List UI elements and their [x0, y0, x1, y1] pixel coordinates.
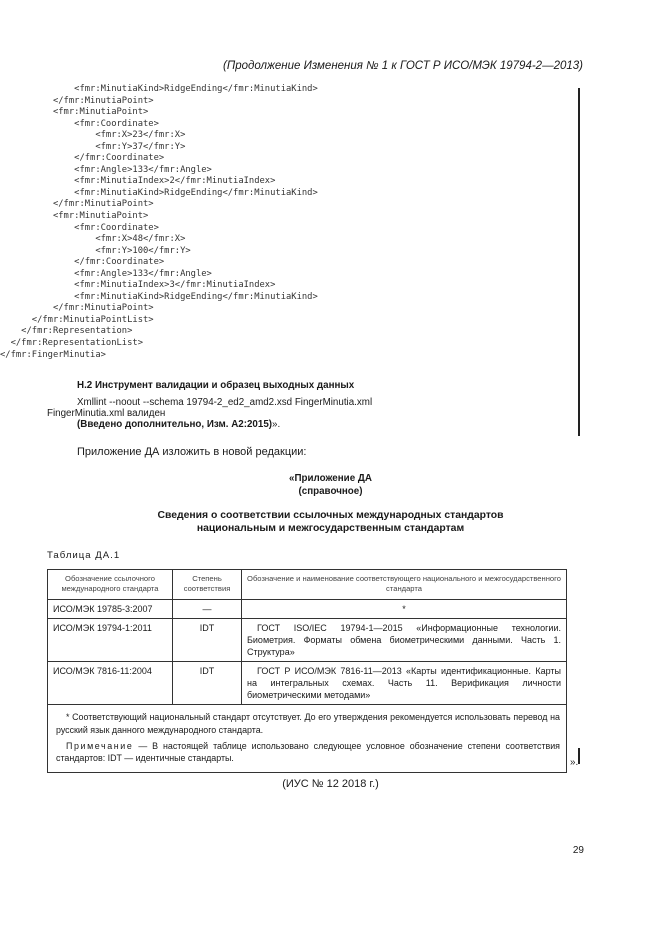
- cell-national: *: [242, 599, 567, 618]
- code-line: </fmr:MinutiaPoint>: [0, 303, 154, 314]
- code-line: </fmr:RepresentationList>: [0, 338, 143, 349]
- appendix-heading-line1: Сведения о соответствии ссылочных международных стандартов: [157, 510, 504, 521]
- code-line: <fmr:MinutiaIndex>3</fmr:MinutiaIndex>: [0, 280, 276, 291]
- cell-standard: ИСО/МЭК 19794-1:2011: [48, 618, 173, 661]
- code-line: <fmr:Angle>133</fmr:Angle>: [0, 164, 212, 175]
- code-line: <fmr:MinutiaKind>RidgeEnding</fmr:MinutiaKind>: [0, 84, 318, 94]
- closing-quote: ».: [570, 757, 579, 768]
- table-label: Таблица ДА.1: [47, 550, 121, 561]
- code-line: <fmr:Y>37</fmr:Y>: [0, 141, 186, 152]
- code-line: </fmr:FingerMinutia>: [0, 349, 106, 360]
- change-bar-closing: [578, 748, 580, 764]
- code-line: </fmr:MinutiaPoint>: [0, 95, 154, 106]
- cell-national: ГОСТ ISO/IEC 19794-1—2015 «Информационные технологии. Биометрия. Форматы обмена биометрическими данными. Часть 1. Структура»: [242, 618, 567, 661]
- code-line: <fmr:Coordinate>: [0, 222, 159, 233]
- validation-result: FingerMinutia.xml валиден: [47, 408, 166, 419]
- cell-national: ГОСТ Р ИСО/МЭК 7816-11—2013 «Карты идентификационные. Карты на интегральных схемах. Часть 11. Верификация личности биометрическими методами»: [242, 662, 567, 705]
- note-text: — В настоящей таблице использовано следующее условное обозначение степени соответствия стандартов: IDT — идентичные стандарты.: [56, 740, 560, 763]
- header-degree: Степень соответствия: [173, 570, 242, 600]
- cell-degree: IDT: [173, 618, 242, 661]
- cell-standard: ИСО/МЭК 19785-3:2007: [48, 599, 173, 618]
- xml-code-listing: [0, 84, 580, 361]
- code-line: </fmr:MinutiaPoint>: [0, 199, 154, 210]
- added-note: [77, 419, 280, 430]
- code-line: </fmr:MinutiaPointList>: [0, 314, 154, 325]
- table-header-row: [48, 570, 567, 600]
- added-note-tail: ».: [272, 419, 281, 430]
- code-line: <fmr:X>23</fmr:X>: [0, 130, 186, 141]
- code-line: <fmr:MinutiaKind>RidgeEnding</fmr:MinutiaKind>: [0, 187, 318, 198]
- page-number: 29: [572, 845, 584, 856]
- code-line: <fmr:MinutiaKind>RidgeEnding</fmr:MinutiaKind>: [0, 291, 318, 302]
- code-line: <fmr:Angle>133</fmr:Angle>: [0, 268, 212, 279]
- header-national-standard: Обозначение и наименование соответствующего национального и межгосударственного стандарта: [242, 570, 567, 600]
- cell-standard: ИСО/МЭК 7816-11:2004: [48, 662, 173, 705]
- correspondence-table: [47, 569, 567, 773]
- cell-degree: —: [173, 599, 242, 618]
- cell-degree: IDT: [173, 662, 242, 705]
- added-note-text: (Введено дополнительно, Изм. А2:2015): [77, 419, 273, 430]
- appendix-title: «Приложение ДА: [289, 473, 372, 484]
- code-line: </fmr:Coordinate>: [0, 153, 165, 164]
- change-bar: [578, 88, 580, 436]
- table-row: [48, 662, 567, 705]
- note-label: Примечание: [66, 740, 134, 751]
- table-row: [48, 618, 567, 661]
- table-note: [56, 740, 560, 764]
- code-line: <fmr:MinutiaPoint>: [0, 107, 149, 118]
- table-footnote-row: [48, 705, 567, 772]
- validation-command: Xmllint --noout --schema 19794-2_ed2_amd2.xsd FingerMinutia.xml: [77, 397, 373, 408]
- code-line: </fmr:Coordinate>: [0, 257, 165, 268]
- appendix-heading-line2: национальным и межгосударственным стандартам: [196, 523, 465, 534]
- table-footnote: * Соответствующий национальный стандарт отсутствует. До его утверждения рекомендуется использовать перевод на русский язык данного международного стандарта.: [56, 712, 560, 735]
- instruction-text: Приложение ДА изложить в новой редакции:: [77, 446, 307, 458]
- code-line: <fmr:Y>100</fmr:Y>: [0, 245, 191, 256]
- code-line: <fmr:MinutiaPoint>: [0, 211, 149, 222]
- code-line: <fmr:MinutiaIndex>2</fmr:MinutiaIndex>: [0, 176, 276, 187]
- continuation-header: (Продолжение Изменения № 1 к ГОСТ Р ИСО/МЭК 19794-2—2013): [223, 60, 583, 72]
- appendix-subtitle: (справочное): [298, 486, 363, 497]
- code-line: </fmr:Representation>: [0, 326, 133, 337]
- code-line: <fmr:Coordinate>: [0, 118, 159, 129]
- code-line: <fmr:X>48</fmr:X>: [0, 234, 186, 245]
- section-h2-heading: Н.2 Инструмент валидации и образец выходных данных: [77, 380, 355, 391]
- ius-reference: (ИУС № 12 2018 г.): [282, 778, 379, 790]
- table-notes: [48, 705, 567, 772]
- header-intl-standard: Обозначение ссылочного международного стандарта: [48, 570, 173, 600]
- table-row: [48, 599, 567, 618]
